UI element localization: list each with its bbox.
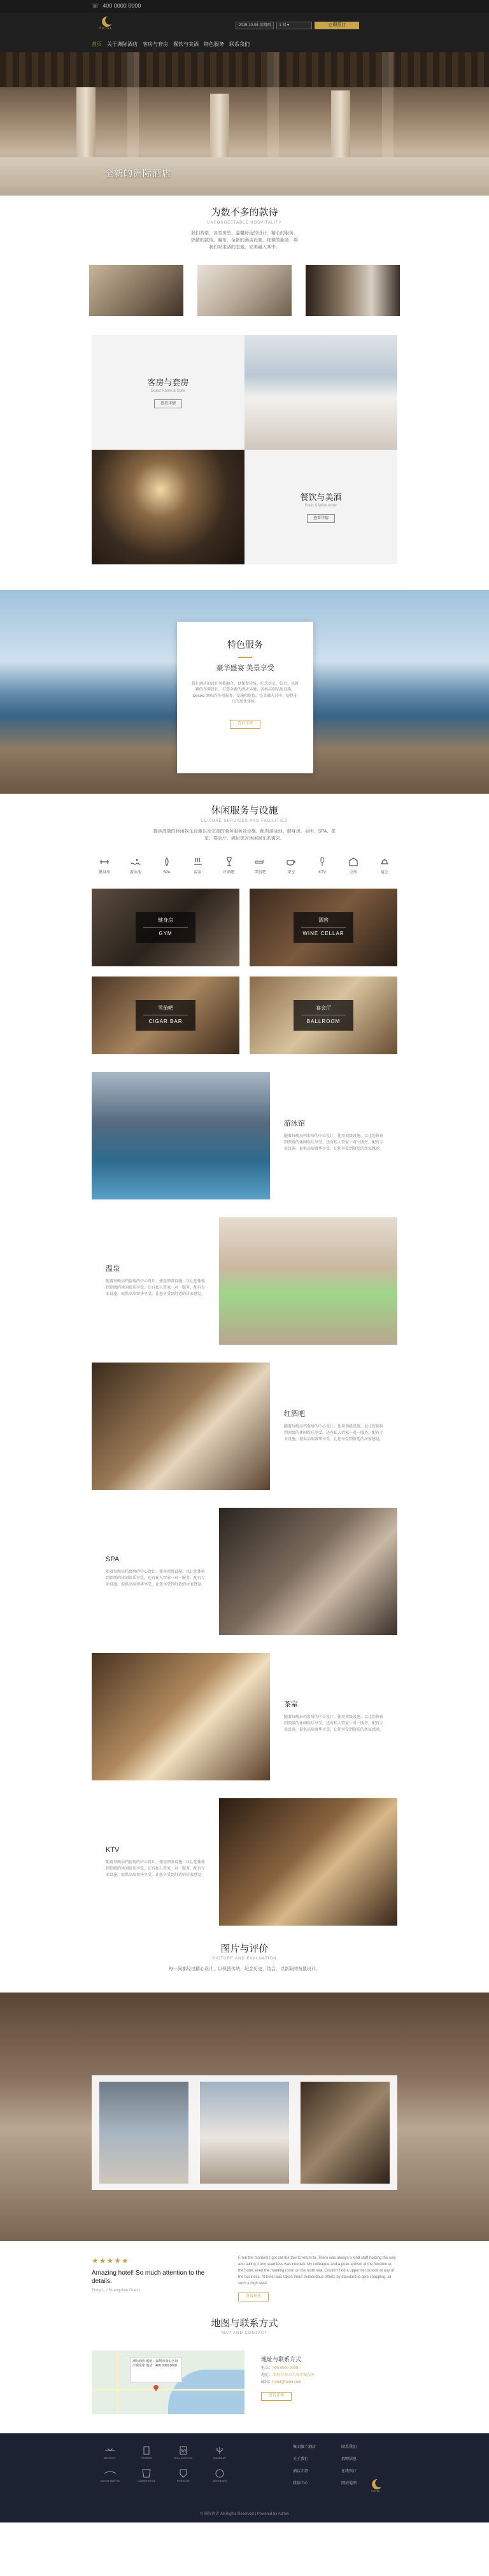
hero-ceiling — [0, 52, 489, 87]
hero-banner — [0, 52, 489, 196]
service-banner — [0, 590, 489, 794]
nav-item-home[interactable]: 首页 — [92, 41, 102, 47]
brand-logo[interactable]: MASERATI — [202, 2446, 239, 2460]
header — [0, 13, 489, 52]
map[interactable] — [92, 2351, 244, 2414]
feature-ktv — [92, 1798, 397, 1926]
leisure-desc: 提供高端的休闲娱乐设施以及完善的商务服务及设施，配有游泳池、健身房、会所、SPA、茶室、宴会厅，满足您对休闲娱乐的需求。 — [153, 829, 336, 841]
room-photo — [89, 265, 183, 316]
tearoom-photo — [92, 1653, 270, 1780]
gallery-desc: 每一间都经过精心设计，以保留传统，纪念历史，结合，以新颖的布置设计。 — [169, 1967, 320, 1972]
facility-card[interactable] — [92, 889, 239, 966]
facility-en: CIGAR BAR — [148, 1019, 183, 1025]
brand-logo[interactable]: FERRARI — [129, 2446, 166, 2460]
crescent-logo-icon — [369, 2478, 383, 2489]
location-subtitle: MAP AND CONTACT — [221, 2331, 268, 2336]
nav-item-service[interactable]: 特色服务 — [204, 41, 224, 47]
feature-title: KTV — [106, 1846, 120, 1854]
facility-card[interactable] — [250, 889, 397, 966]
star-logo-icon — [213, 2469, 226, 2478]
spa-icon — [161, 856, 173, 868]
facility-card[interactable] — [92, 977, 239, 1054]
hot-spring-icon — [192, 856, 204, 868]
trident-logo-icon — [213, 2446, 226, 2455]
copyright: © 洲际酒店 All Rights Reserved | Powered by Admin — [200, 2512, 289, 2517]
location-title: 地图与联系方式 — [211, 2317, 278, 2329]
map-popup: 洲际酒店 地址：深圳市南山区海岸城东座 电话：400 0000 0000 — [130, 2357, 182, 2382]
icon-item[interactable]: 雪茄吧 — [247, 856, 273, 876]
icon-item[interactable]: 红酒吧 — [216, 856, 242, 876]
feature-desc: 随着每晚高档套房的中心设计，使用顶级设施，以让您体验到顶级的休闲娱乐享受，还有私人管家一对一服务，配有专业设施，提供高端奢华享受，让您享受到舒适的居家感觉。 — [284, 1134, 384, 1152]
icon-item[interactable]: 游泳池 — [123, 856, 148, 876]
hero-floor — [0, 157, 489, 196]
feature-tea-room — [92, 1653, 397, 1780]
gallery-photo[interactable] — [301, 2082, 390, 2184]
intro-subtitle: UNFORGETTABLE HOSPITALITY — [207, 220, 282, 225]
contact-more-button[interactable]: 查看详情 — [261, 2392, 292, 2401]
feature-desc: 随着每晚高档套房的中心设计，使用顶级设施，以让您体验到顶级的休闲娱乐享受，还有私人管家一对一服务，配有专业设施，提供高端奢华享受，让您享受到舒适的居家感觉。 — [106, 1860, 206, 1878]
feature-wine-bar — [92, 1363, 397, 1490]
logo-text: HOTEL — [99, 27, 113, 31]
feature-title: 游泳馆 — [284, 1120, 305, 1128]
nav-item-dining[interactable]: 餐饮与美酒 — [173, 41, 199, 47]
footer-link[interactable]: 集团旗下酒店 — [293, 2445, 316, 2450]
crest-logo-icon — [177, 2469, 190, 2478]
intro-gallery — [0, 265, 489, 316]
hero-caption: 全新的洲际酒店 — [104, 168, 171, 178]
swim-icon — [130, 856, 141, 868]
tea-icon — [285, 856, 297, 868]
facility-icons — [92, 856, 397, 876]
facility-cn: 健身房 — [158, 917, 173, 924]
icon-item[interactable]: 会所 — [341, 856, 366, 876]
intro-title: 为数不多的款待 — [211, 207, 278, 218]
horse-logo-icon — [140, 2446, 153, 2455]
service-title: 特色服务 — [227, 640, 263, 650]
service-card — [177, 622, 313, 773]
nav-item-rooms[interactable]: 客房与套房 — [143, 41, 168, 47]
icon-item[interactable]: 健身房 — [92, 856, 117, 876]
feature-title: 温泉 — [106, 1265, 120, 1273]
dining-photo — [92, 450, 244, 564]
feature-pool — [92, 1072, 397, 1199]
gallery-subtitle: PICTURE AND EVALUATION — [212, 1957, 277, 1961]
booking-widget — [236, 22, 359, 29]
checkin-date-field[interactable]: 2015-10-08 星期四 — [236, 22, 274, 29]
footer — [0, 2433, 489, 2522]
dining-more-button[interactable]: 查看详情 — [307, 514, 335, 523]
facility-grid — [92, 889, 397, 1054]
feature-spa — [92, 1508, 397, 1635]
footer-link[interactable]: 酒店介绍 — [293, 2470, 309, 2474]
chevron-down-icon: ▾ — [287, 23, 290, 27]
bull-logo-icon — [140, 2469, 153, 2478]
icon-item[interactable]: KTV — [309, 856, 335, 876]
footer-link[interactable]: 媒体中心 — [293, 2482, 309, 2486]
room-photo — [197, 265, 292, 316]
icon-item[interactable]: 温泉 — [185, 856, 211, 876]
contact-address: 深圳市南山区海岸城东座 — [273, 2373, 315, 2377]
map-pin-icon — [153, 2384, 159, 2391]
rooms-text — [92, 335, 244, 450]
nav-item-contact[interactable]: 联系我们 — [229, 41, 250, 47]
dumbbell-icon — [99, 856, 110, 868]
svg-text:RR: RR — [180, 2450, 187, 2454]
rooms-en: Guest Room & Suite — [150, 389, 186, 394]
review-author: Tracy L. / Guangzhou Guest — [92, 2288, 140, 2293]
top-bar — [0, 0, 489, 13]
facility-en: BALLROOM — [306, 1019, 341, 1025]
wing-logo-icon — [104, 2446, 117, 2455]
banquet-icon — [379, 856, 390, 868]
service-desc: 我们酒店的设计风格融合，以保留传统，纪念历史，结合，以新颖的布置设计，打造全新的酒店环境。各类高端品质设施，Deluxe 酒店的各项服务，设施和价值，完美融入其中，提供非凡的居住体验。 — [191, 682, 299, 705]
feature-desc: 随着每晚高档套房的中心设计，使用顶级设施，以让您体验到顶级的休闲娱乐享受，还有私人管家一对一服务，配有专业设施，提供高端奢华享受，让您享受到舒适的居家感觉。 — [106, 1570, 206, 1587]
footer-link[interactable]: 网站地图 — [341, 2482, 357, 2486]
map-road — [117, 2351, 119, 2414]
brand-logo[interactable]: BENTLEY — [92, 2446, 129, 2460]
contact-email[interactable]: hotel@hotel.com — [273, 2380, 302, 2384]
brand-logos — [92, 2446, 238, 2483]
microphone-icon — [316, 856, 328, 868]
location-block — [92, 2351, 397, 2414]
wing-logo-icon — [104, 2469, 117, 2478]
feature-title: 茶室 — [284, 1701, 298, 1709]
pool-photo — [92, 1072, 270, 1199]
review-text: From the moment I got out the taxi to return to. There was always a kind staff holding the way and taking it any seamless was needed. My colleague and a peak arrived at the function at the hotel, even the meeting room on the ninth sea. Couldn't find a upper tier or look at any of the business. At hotel was taken there tremendous efforts by standard to give shopping, all such a high level. — [238, 2256, 396, 2286]
footer-links — [293, 2445, 357, 2493]
club-icon — [348, 856, 359, 868]
gallery-photo[interactable] — [200, 2082, 289, 2184]
wine-icon — [223, 856, 235, 868]
icon-item[interactable]: SPA — [154, 856, 180, 876]
feature-desc: 随着每晚高档套房的中心设计，使用顶级设施，以让您体验到顶级的休闲娱乐享受，还有私人管家一对一服务，配有专业设施，提供高端奢华享受，让您享受到舒适的居家感觉。 — [106, 1279, 206, 1297]
phone-icon: ☏ — [92, 3, 99, 10]
intro-desc: 我们希望，各类房型，温馨舒适的设计，精心的服务，热情的款待。遍布，全新的酒店设施，细微的服务，将我们对生活的态度，完美融入其中。 — [191, 231, 298, 250]
review-headline: Amazing hotel! So much attention to the details. — [92, 2269, 205, 2285]
dining-text — [244, 450, 397, 564]
facility-card[interactable] — [250, 977, 397, 1054]
feature-desc: 随着每晚高档套房的中心设计，使用顶级设施，以让您体验到顶级的休闲娱乐享受，还有私人管家一对一服务，配有专业设施，提供高端奢华享受，让您享受到舒适的居家感觉。 — [284, 1424, 384, 1442]
leisure-title: 休闲服务与设施 — [211, 805, 278, 817]
dining-block — [92, 450, 397, 564]
facility-cn: 宴会厅 — [316, 1005, 331, 1012]
dining-en: Food & Wine order — [304, 504, 337, 508]
gallery-title: 图片与评价 — [220, 1943, 269, 1954]
facility-en: WINE CELLAR — [302, 931, 344, 937]
gallery-banner — [0, 1993, 489, 2241]
rating-stars: ★★★★★ — [92, 2256, 129, 2265]
rooms-title: 客房与套房 — [147, 377, 189, 387]
spring-photo — [219, 1217, 397, 1345]
feature-title: SPA — [106, 1556, 120, 1564]
contact-info: 地址与联系方式 电话：400 0000 0000 地址：深圳市南山区海岸城东座 邮箱：hotel@hotel.com 查看详情 — [244, 2351, 397, 2414]
review-more-button[interactable]: 查看更多 — [238, 2293, 269, 2301]
feature-title: 红酒吧 — [284, 1410, 305, 1419]
service-more-button[interactable]: 查看详情 — [230, 720, 260, 729]
brand-logo[interactable]: PORSCHE — [165, 2469, 202, 2483]
map-road — [92, 2389, 244, 2391]
leisure-subtitle: LEISURE SERVICES AND FACILITIES — [201, 819, 288, 823]
spa-photo — [219, 1508, 397, 1635]
review-block — [92, 2255, 397, 2301]
winebar-photo — [92, 1363, 270, 1490]
brand-logo[interactable]: LAMBORGHINI — [129, 2469, 166, 2483]
crescent-logo-icon — [99, 15, 113, 27]
gold-divider — [238, 657, 252, 658]
logo[interactable] — [92, 15, 120, 34]
icon-item[interactable]: 茶室 — [278, 856, 304, 876]
brand-logo[interactable]: ASTON MARTIN — [92, 2469, 129, 2483]
book-now-button[interactable]: 立即预订 — [315, 22, 359, 29]
feature-desc: 随着每晚高档套房的中心设计，使用顶级设施，以让您体验到顶级的休闲娱乐享受，还有私人管家一对一服务，配有专业设施，提供高端奢华享受，让您享受到舒适的居家感觉。 — [284, 1715, 384, 1733]
gallery-slider — [92, 2075, 397, 2190]
rooms-select[interactable]: 1 间 ▾ — [276, 22, 312, 29]
cigar-icon — [254, 856, 266, 868]
footer-link[interactable]: 联系我们 — [341, 2445, 357, 2450]
facility-cn: 雪茄吧 — [158, 1005, 173, 1012]
icon-item[interactable]: 宴会 — [372, 856, 397, 876]
top-phone: 400 0000 0000 — [103, 3, 141, 10]
gallery-photo[interactable] — [99, 2082, 188, 2184]
ktv-photo — [219, 1798, 397, 1926]
rooms-more-button[interactable]: 查看详情 — [154, 399, 182, 408]
rooms-block — [92, 335, 397, 450]
service-tagline: 豪华盛宴 美景享受 — [216, 664, 274, 673]
brand-logo[interactable]: MERCEDES — [202, 2469, 239, 2483]
footer-link[interactable]: 在线预订 — [341, 2470, 357, 2474]
facility-cn: 酒窖 — [318, 917, 329, 924]
contact-phone: 400 0000 0000 — [273, 2366, 299, 2370]
rr-logo-icon — [177, 2446, 190, 2455]
rooms-photo — [244, 335, 397, 450]
main-nav — [92, 41, 250, 48]
room-photo — [306, 265, 400, 316]
contact-title: 地址与联系方式 — [261, 2356, 302, 2363]
brand-logo[interactable]: RR ROLLS-ROYCE — [165, 2446, 202, 2460]
dining-title: 餐饮与美酒 — [300, 492, 342, 502]
footer-logo: HOTEL — [357, 2478, 395, 2493]
nav-item-about[interactable]: 关于洲际酒店 — [107, 41, 138, 47]
footer-link[interactable]: 关于我们 — [293, 2458, 309, 2462]
feature-hot-spring — [92, 1217, 397, 1345]
footer-link[interactable]: 招聘信息 — [341, 2458, 357, 2462]
facility-en: GYM — [159, 931, 173, 937]
